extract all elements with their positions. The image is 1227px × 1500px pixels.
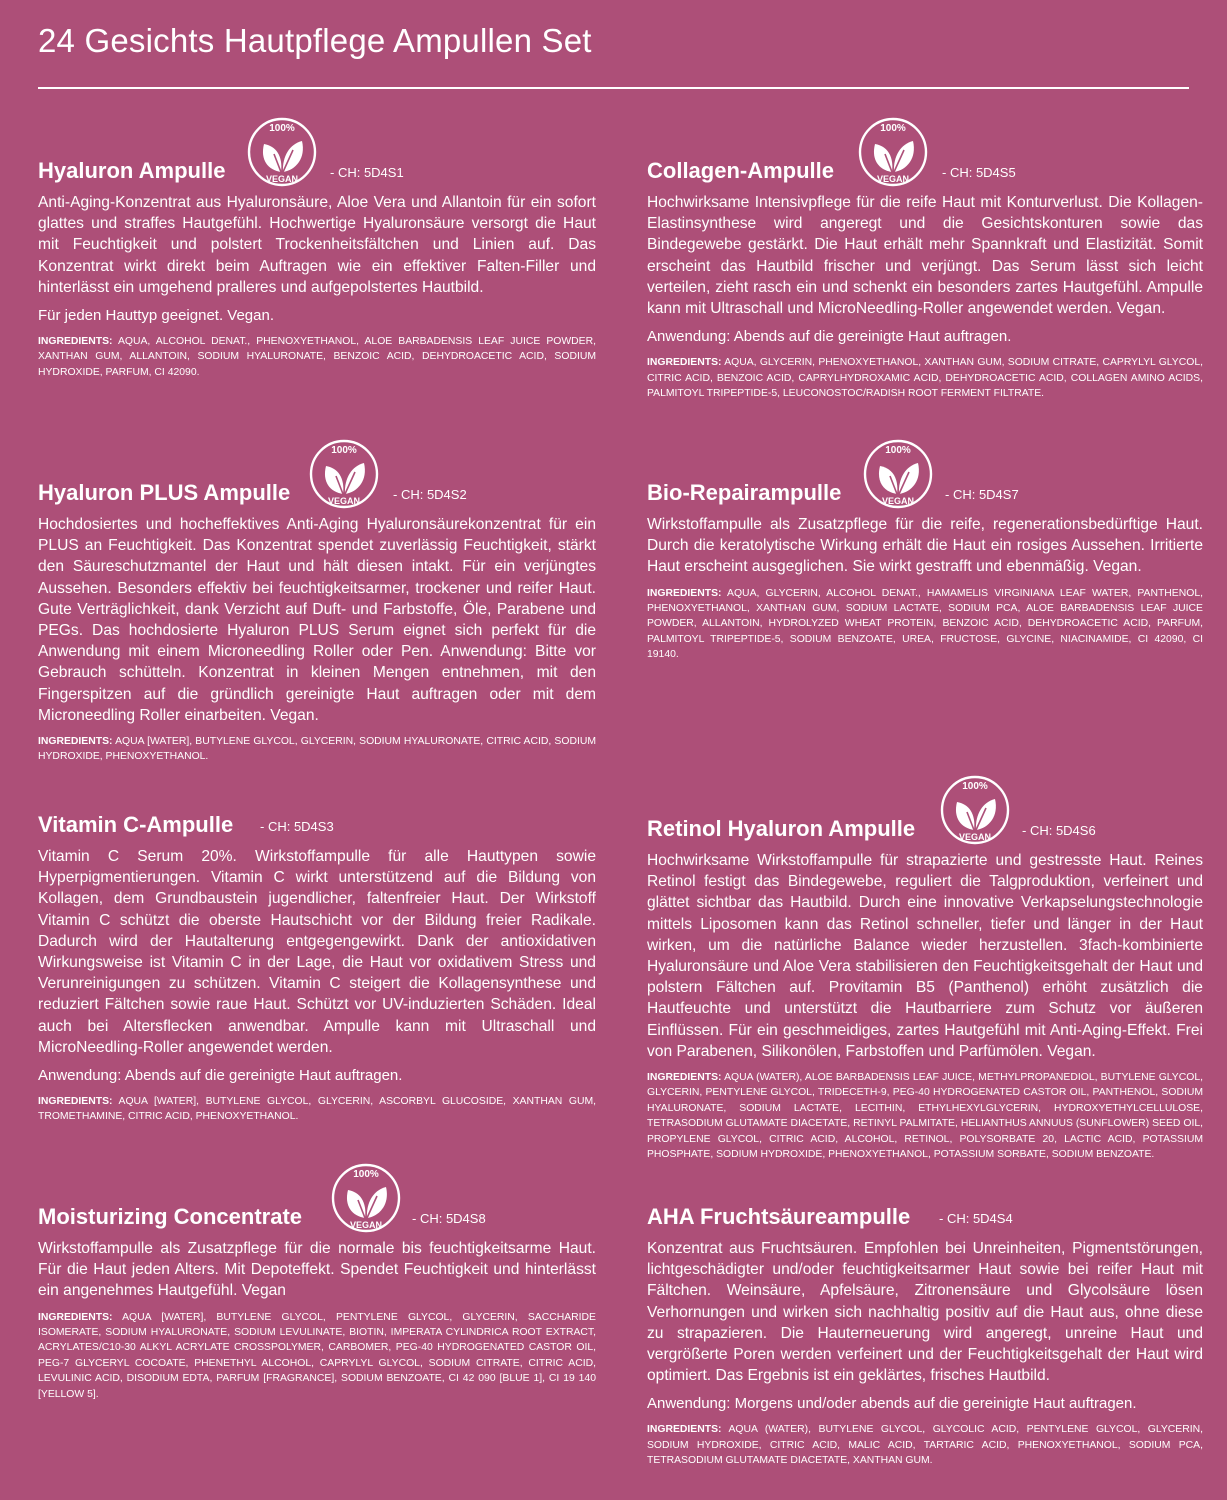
vegan-badge — [857, 114, 929, 188]
ingredients-list: AQUA [WATER], BUTYLENE GLYCOL, GLYCERIN, ASCORBYL GLUCOSIDE, XANTHAN GUM, TROMETHAMINE, CITRIC ACID, PHENOXYETHANOL. — [38, 1096, 596, 1123]
vegan-badge-graphic — [308, 436, 380, 510]
ingredients-label: INGREDIENTS: — [38, 1311, 113, 1323]
ingredients — [38, 1310, 596, 1402]
product-description: Hochwirksame Wirkstoffampulle für strapazierte und gestresste Haut. Reines Retinol festigt das Bindegewebe, reguliert die Talgproduktion, verfeinert und glättet sichtbar das Hautbild. Durch eine innovative Verkapselungstechnologie mittels Liposomen kann das Retinol schneller, tiefer und länger in der Haut wirken, um die natürliche Balance wieder herzustellen. 3fach-kombinierte Hyaluronsäure und Aloe Vera stabilisieren den Feuchtigkeitsgehalt der Haut und polstern Fältchen auf. Provitamin B5 (Panthenol) erhöht zusätzlich die Hautfeuchte und unterstützt die Hautbarriere zum Schutz vor äußeren Einflüssen. Für ein geschmeidiges, zartes Hautgefühl mit Anti-Aging-Effekt. Frei von Parabenen, Silikonölen, Farbstoffen und Parfümölen. Vegan. — [647, 852, 1203, 1060]
ingredients — [38, 334, 596, 380]
product-code: - CH: 5D4S3 — [260, 819, 334, 834]
ingredients-label: INGREDIENTS: — [647, 587, 722, 599]
badge-vegan-text: VEGAN — [327, 496, 361, 506]
product-vitamin-c-ampulle — [38, 806, 596, 1125]
product-description: Hochdosiertes und hocheffektives Anti-Aging Hyaluronsäurekonzentrat für ein PLUS an Feuchtigkeit. Das Konzentrat spendet zuverlässig Feuchtigkeit, stärkt den Säureschutzmantel der Haut und hält diesen intakt. Für ein verjüngtes Aussehen. Besonders effektiv bei feuchtigkeitsarmer, trockener und reifer Haut. Gute Verträglichkeit, dank Verzicht auf Duft- und Farbstoffe, Öle, Parabene und PEGs. Das hochdosierte Hyaluron PLUS Serum eignet sich perfekt für die Anwendung mit einem Microneedling Roller oder Pen. Anwendung: Bitte vor Gebrauch schütteln. Konzentrat in kleinen Mengen entnehmen, mit den Fingerspitzen auf die gründlich gereinigte Haut auftragen oder mit dem Microneedling Roller einarbeiten. Vegan. — [38, 516, 596, 724]
badge-vegan-text: VEGAN — [349, 1220, 383, 1230]
badge-percent-text: 100% — [880, 123, 906, 134]
product-code: - CH: 5D4S6 — [1022, 823, 1096, 838]
badge-percent-text: 100% — [962, 781, 988, 792]
badge-percent-text: 100% — [269, 123, 295, 134]
badge-vegan-text: VEGAN — [265, 174, 299, 184]
vegan-badge-graphic — [857, 114, 929, 188]
vegan-badge-graphic — [246, 114, 318, 188]
ingredients — [647, 1422, 1203, 1468]
ingredients-list: AQUA [WATER], BUTYLENE GLYCOL, GLYCERIN, SODIUM HYALURONATE, CITRIC ACID, SODIUM HYDROXIDE, PHENOXYETHANOL. — [38, 736, 596, 763]
badge-percent-text: 100% — [885, 445, 911, 456]
product-note: Für jeden Hauttyp geeignet. Vegan. — [38, 307, 275, 325]
ingredients — [647, 1070, 1203, 1162]
product-moisturizing-concentrate — [38, 1156, 596, 1402]
product-note: Anwendung: Abends auf die gereinigte Haut auftragen. — [647, 328, 1012, 346]
vegan-badge-graphic — [862, 436, 934, 510]
product-name: Collagen-Ampulle — [647, 158, 835, 183]
page-title: 24 Gesichts Hautpflege Ampullen Set — [38, 22, 592, 59]
product-code: - CH: 5D4S2 — [393, 487, 467, 502]
product-name: Moisturizing Concentrate — [38, 1204, 303, 1229]
product-bio-repairampulle — [647, 432, 1203, 663]
product-code: - CH: 5D4S1 — [330, 165, 404, 180]
badge-vegan-text: VEGAN — [958, 832, 992, 842]
product-name: AHA Fruchtsäureampulle — [647, 1204, 911, 1229]
ingredients-list: AQUA (WATER), ALOE BARBADENSIS LEAF JUICE, METHYLPROPANEDIOL, BUTYLENE GLYCOL, GLYCERIN, PENTYLENE GLYCOL, TRIDECETH-9, PEG-40 HYDROGENATED CASTOR OIL, PANTHENOL, SODIUM HYALURONATE, SODIUM LACTATE, LECITHIN, ETHYLHEXYLGLYCERIN, HYDROXYETHYLCELLULOSE, TETRASODIUM GLUTAMATE DIACETATE, RETINYL PALMITATE, HELIANTHUS ANNUUS (SUNFLOWER) SEED OIL, PROPYLENE GLYCOL, CITRIC ACID, ALCOHOL, RETINOL, POLYSORBATE 20, LACTIC ACID, POTASSIUM PHOSPHATE, SODIUM HYDROXIDE, PHENOXYETHANOL, POTASSIUM SORBATE, SODIUM BENZOATE. — [647, 1072, 1203, 1161]
vegan-badge — [330, 1160, 402, 1234]
badge-vegan-text: VEGAN — [881, 496, 915, 506]
product-description: Wirkstoffampulle als Zusatzpflege für die reife, regenerationsbedürftige Haut. Durch die keratolytische Wirkung erhält die Haut ein rosiges Aussehen. Irritierte Haut erscheint ausgeglichen. Sie wirkt gestrafft und ebenmäßig. Vegan. — [647, 516, 1203, 576]
product-retinol-hyaluron-ampulle — [647, 768, 1203, 1162]
product-hyaluron-plus-ampulle — [38, 432, 596, 765]
product-name: Vitamin C-Ampulle — [38, 812, 234, 837]
ingredients-label: INGREDIENTS: — [38, 1096, 113, 1108]
vegan-badge — [862, 436, 934, 510]
ingredients-list: AQUA, GLYCERIN, ALCOHOL DENAT., HAMAMELIS VIRGINIANA LEAF WATER, PANTHENOL, PHENOXYETHANOL, XANTHAN GUM, SODIUM LACTATE, SODIUM PCA, ALOE BARBADENSIS LEAF JUICE POWDER, ALLANTOIN, HYDROLYZED WHEAT PROTEIN, BENZOIC ACID, DEHYDROACETIC ACID, PARFUM, PALMITOYL TRIPEPTIDE-5, SODIUM BENZOATE, UREA, FRUCTOSE, GLYCINE, NIACINAMIDE, CI 42090, CI 19140. — [647, 587, 1203, 661]
product-code: - CH: 5D4S4 — [939, 1211, 1013, 1226]
product-code: - CH: 5D4S7 — [945, 487, 1019, 502]
product-name: Bio-Repairampulle — [647, 480, 842, 505]
product-hyaluron-ampulle — [38, 110, 596, 380]
product-note: Anwendung: Abends auf die gereinigte Haut auftragen. — [38, 1067, 403, 1085]
vegan-badge — [939, 772, 1011, 846]
product-description: Wirkstoffampulle als Zusatzpflege für die normale bis feuchtigkeitsarme Haut. Für die Haut jeden Alters. Mit Depoteffekt. Spendet Feuchtigkeit und hinterlässt ein angenehmes Hautgefühl. Vegan — [38, 1240, 596, 1300]
vegan-badge-graphic — [330, 1160, 402, 1234]
product-note: Anwendung: Morgens und/oder abends auf die gereinigte Haut auftragen. — [647, 1395, 1137, 1413]
product-description: Anti-Aging-Konzentrat aus Hyaluronsäure, Aloe Vera und Allantoin für ein sofort glattes und straffes Hautgefühl. Hochwertige Hyaluronsäure versorgt die Haut mit Feuchtigkeit und polstert Trockenheitsfältchen und Linien auf. Das Konzentrat wirkt direkt beim Auftragen wie ein effektiver Falten-Filler und hinterlässt ein umgehend pralleres und aufgepolstertes Hautbild. — [38, 194, 596, 296]
ingredients — [38, 1094, 596, 1125]
ingredients-list: AQUA, GLYCERIN, PHENOXYETHANOL, XANTHAN GUM, SODIUM CITRATE, CAPRYLYL GLYCOL, CITRIC ACID, BENZOIC ACID, CAPRYLHYDROXAMIC ACID, DEHYDROACETIC ACID, COLLAGEN AMINO ACIDS, PALMITOYL TRIPEPTIDE-5, LEUCONOSTOC/RADISH ROOT FERMENT FILTRATE. — [647, 357, 1203, 400]
vegan-badge-graphic — [939, 772, 1011, 846]
product-description: Konzentrat aus Fruchtsäuren. Empfohlen bei Unreinheiten, Pigmentstörungen, lichtgeschädigter und/oder feuchtigkeitsarmer Haut sowie bei reifer Haut mit Fältchen. Weinsäure, Apfelsäure, Zitronensäure und Glycolsäure lösen Verhornungen und wirken sich nachhaltig positiv auf die Haut aus, ohne diese zu strapazieren. Die Hauterneuerung wird angeregt, unreine Haut und vergrößerte Poren werden verfeinert und der Feuchtigkeitsgehalt der Haut wird optimiert. Das Ergebnis ist ein geklärtes, frisches Hautbild. — [647, 1240, 1203, 1385]
product-name: Retinol Hyaluron Ampulle — [647, 816, 916, 841]
product-code: - CH: 5D4S5 — [942, 165, 1016, 180]
product-aha-fruchtsaeureampulle — [647, 1198, 1203, 1469]
ingredients-list: AQUA, ALCOHOL DENAT., PHENOXYETHANOL, ALOE BARBADENSIS LEAF JUICE POWDER, XANTHAN GUM, ALLANTOIN, SODIUM HYALURONATE, BENZOIC ACID, DEHYDROACETIC ACID, SODIUM HYDROXIDE, PARFUM, CI 42090. — [38, 336, 596, 378]
product-name: Hyaluron PLUS Ampulle — [38, 480, 291, 505]
product-description: Vitamin C Serum 20%. Wirkstoffampulle für alle Hauttypen sowie Hyperpigmentierungen. Vitamin C wirkt unterstützend auf die Bildung von Kollagen, dem Grundbaustein jugendlicher, faltenfreier Haut. Der Wirkstoff Vitamin C schützt die oberste Hautschicht vor der Bildung freier Radikale. Dadurch wird der Hautalterung entgegengewirkt. Dank der antioxidativen Wirkungsweise ist Vitamin C in der Lage, die Haut vor oxidativem Stress und Verunreinigungen zu schützen. Vitamin C steigert die Kollagensynthese und reduziert Fältchen sowie raue Haut. Schützt vor UV-induzierten Schäden. Ideal auch bei Altersflecken anwendbar. Ampulle kann mit Ultraschall und MicroNeedling-Roller angewendet werden. — [38, 848, 596, 1056]
ingredients-list: AQUA [WATER], BUTYLENE GLYCOL, PENTYLENE GLYCOL, GLYCERIN, SACCHARIDE ISOMERATE, SODIUM HYALURONATE, SODIUM LEVULINATE, BIOTIN, IMPERATA CYLINDRICA ROOT EXTRACT, ACRYLATES/C10-30 ALKYL ACRYLATE CROSSPOLYMER, CARBOMER, PEG-40 HYDROGENATED CASTOR OIL, PEG-7 GLYCERYL COCOATE, PHENETHYL ALCOHOL, CAPRYLYL GLYCOL, SODIUM CITRATE, CITRIC ACID, LEVULINIC ACID, DISODIUM EDTA, PARFUM [FRAGRANCE], SODIUM BENZOATE, CI 42 090 [BLUE 1], CI 19 140 [YELLOW 5]. — [38, 1311, 596, 1400]
badge-vegan-text: VEGAN — [876, 174, 910, 184]
ingredients — [38, 734, 596, 765]
product-name: Hyaluron Ampulle — [38, 158, 226, 183]
ingredients-label: INGREDIENTS: — [38, 336, 113, 348]
ingredients — [647, 586, 1203, 663]
badge-percent-text: 100% — [331, 445, 357, 456]
ingredients-label: INGREDIENTS: — [647, 1424, 722, 1436]
vegan-badge — [308, 436, 380, 510]
ingredients-label: INGREDIENTS: — [647, 1072, 722, 1084]
ingredients-label: INGREDIENTS: — [38, 736, 113, 748]
badge-percent-text: 100% — [353, 1169, 379, 1180]
ingredients-list: AQUA (WATER), BUTYLENE GLYCOL, GLYCOLIC ACID, PENTYLENE GLYCOL, GLYCERIN, SODIUM HYDROXIDE, CITRIC ACID, MALIC ACID, TARTARIC ACID, PHENOXYETHANOL, SODIUM PCA, TETRASODIUM GLUTAMATE DIACETATE, XANTHAN GUM. — [647, 1424, 1203, 1467]
product-description: Hochwirksame Intensivpflege für die reife Haut mit Konturverlust. Die Kollagen-Elastinsynthese wird angeregt und die Gesichtskonturen sowie das Bindegewebe gestärkt. Die Haut erhält mehr Spannkraft und Elastizität. Somit erscheint das Hautbild frischer und verjüngt. Das Serum lässt sich leicht verteilen, zieht rasch ein und schenkt ein besonders zartes Hautgefühl. Ampulle kann mit Ultraschall und MicroNeedling-Roller angewendet werden. Vegan. — [647, 194, 1203, 318]
title-divider — [38, 87, 1189, 89]
ingredients-label: INGREDIENTS: — [647, 357, 722, 369]
product-code: - CH: 5D4S8 — [412, 1211, 486, 1226]
vegan-badge — [246, 114, 318, 188]
product-collagen-ampulle — [647, 110, 1203, 401]
ingredients — [647, 355, 1203, 401]
